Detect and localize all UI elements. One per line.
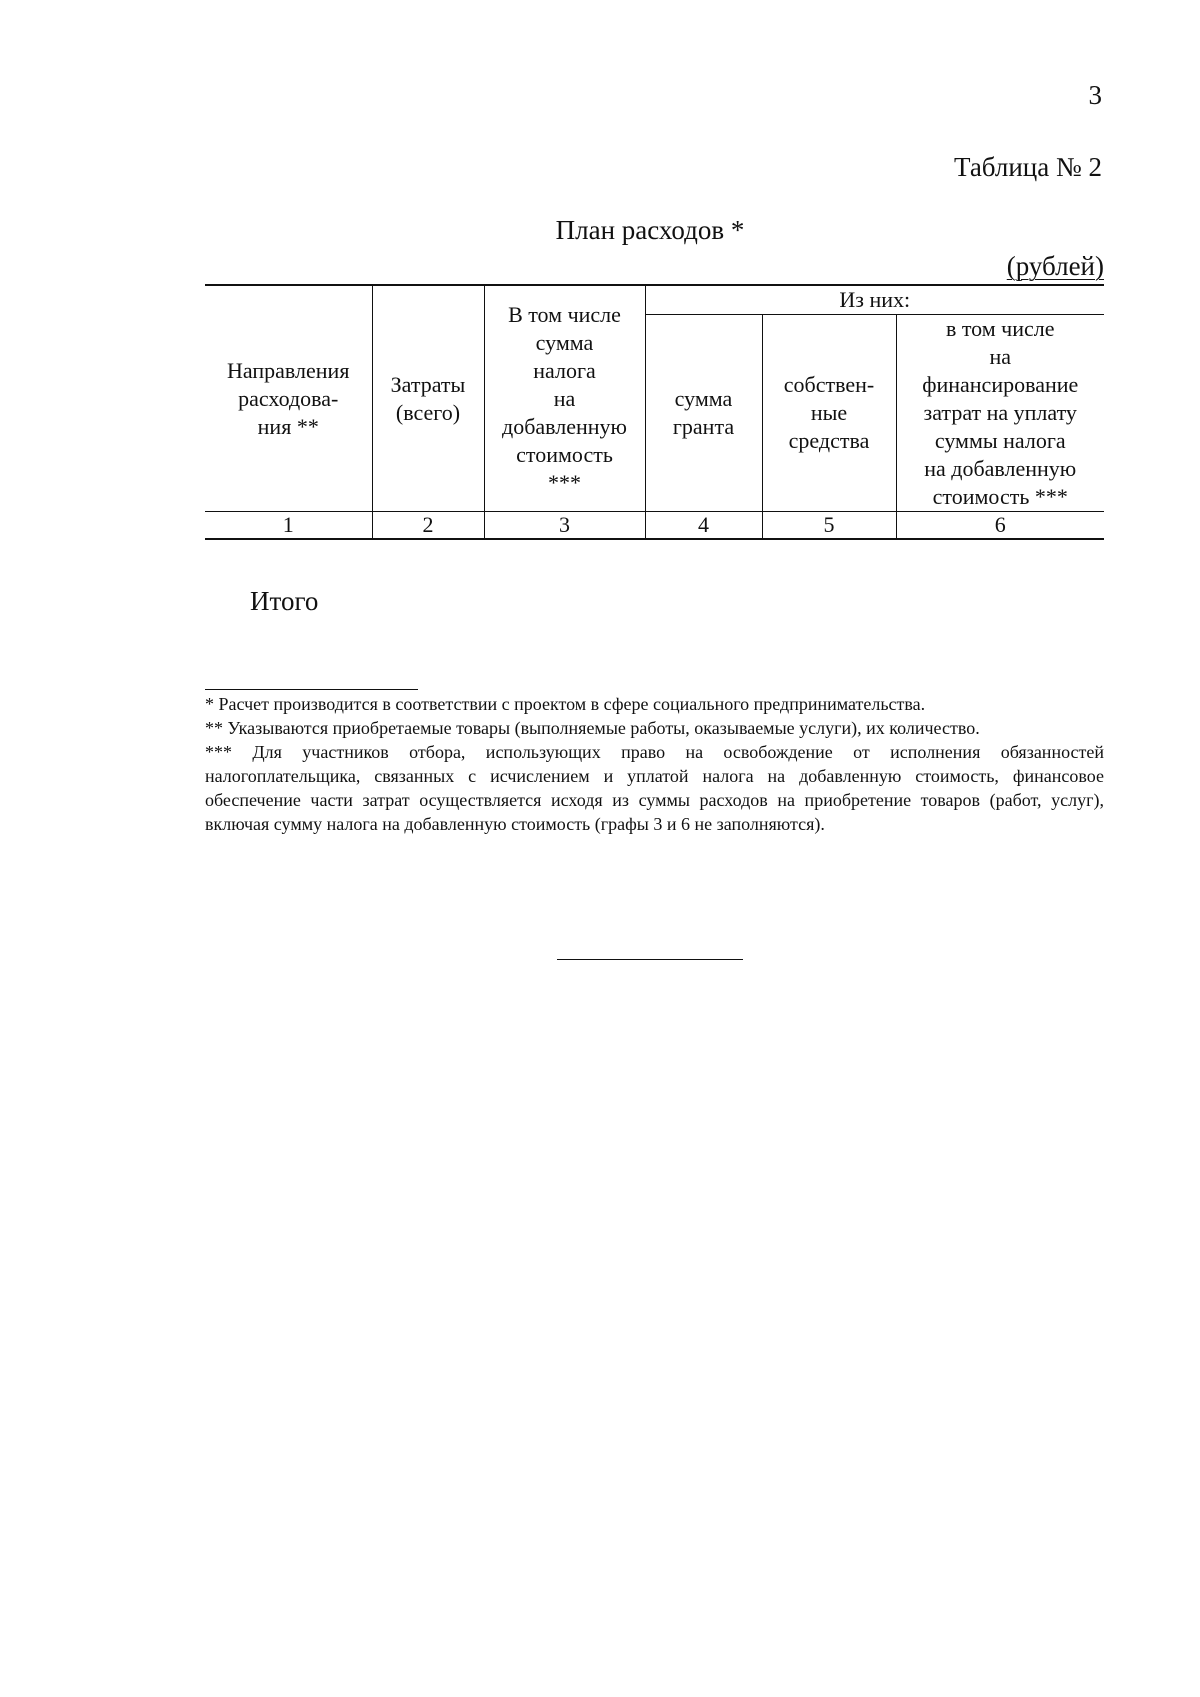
column-number: 6 [896, 512, 1104, 540]
document-title: План расходов * [555, 215, 745, 245]
header-expense-directions: Направления расходова- ния ** [205, 285, 372, 512]
column-number: 3 [484, 512, 645, 540]
units-text: (рублей) [1006, 251, 1104, 281]
table-label: Таблица № 2 [954, 152, 1102, 182]
header-grant-amount: сумма гранта [645, 315, 762, 512]
footnote-1: * Расчет производится в соответствии с проектом в сфере социального предпринимательства. [205, 694, 926, 714]
header-own-funds: собствен- ные средства [762, 315, 896, 512]
column-number: 2 [372, 512, 484, 540]
expense-plan-table [205, 284, 1104, 540]
header-vat-included: В том числе сумма налога на добавленную стоимость *** [484, 285, 645, 512]
footnote-divider [205, 689, 418, 690]
header-total-costs: Затраты (всего) [372, 285, 484, 512]
column-number: 1 [205, 512, 372, 540]
header-vat-financing: в том числе на финансирование затрат на уплату суммы налога на добавленную стоимость *** [896, 315, 1104, 512]
page-number: 3 [1088, 80, 1102, 110]
column-number: 5 [762, 512, 896, 540]
footnote-3: *** Для участников отбора, использующих право на освобождение от исполнения обязанностей налогоплательщика, связанных с исчислением и уплатой налога на добавленную стоимость, финансовое обеспечение части затрат осуществляется исходя из суммы расходов на приобретение товаров (работ, услуг), включая сумму налога на добавленную стоимость (графы 3 и 6 не заполняются). [205, 742, 1104, 834]
total-label: Итого [250, 586, 319, 616]
units-label [900, 251, 1104, 282]
header-of-which: Из них: [645, 285, 1104, 315]
end-divider [557, 959, 743, 960]
footnote-2: ** Указываются приобретаемые товары (выполняемые работы, оказываемые услуги), их количество. [205, 718, 980, 738]
footnotes [205, 692, 1104, 836]
column-number: 4 [645, 512, 762, 540]
